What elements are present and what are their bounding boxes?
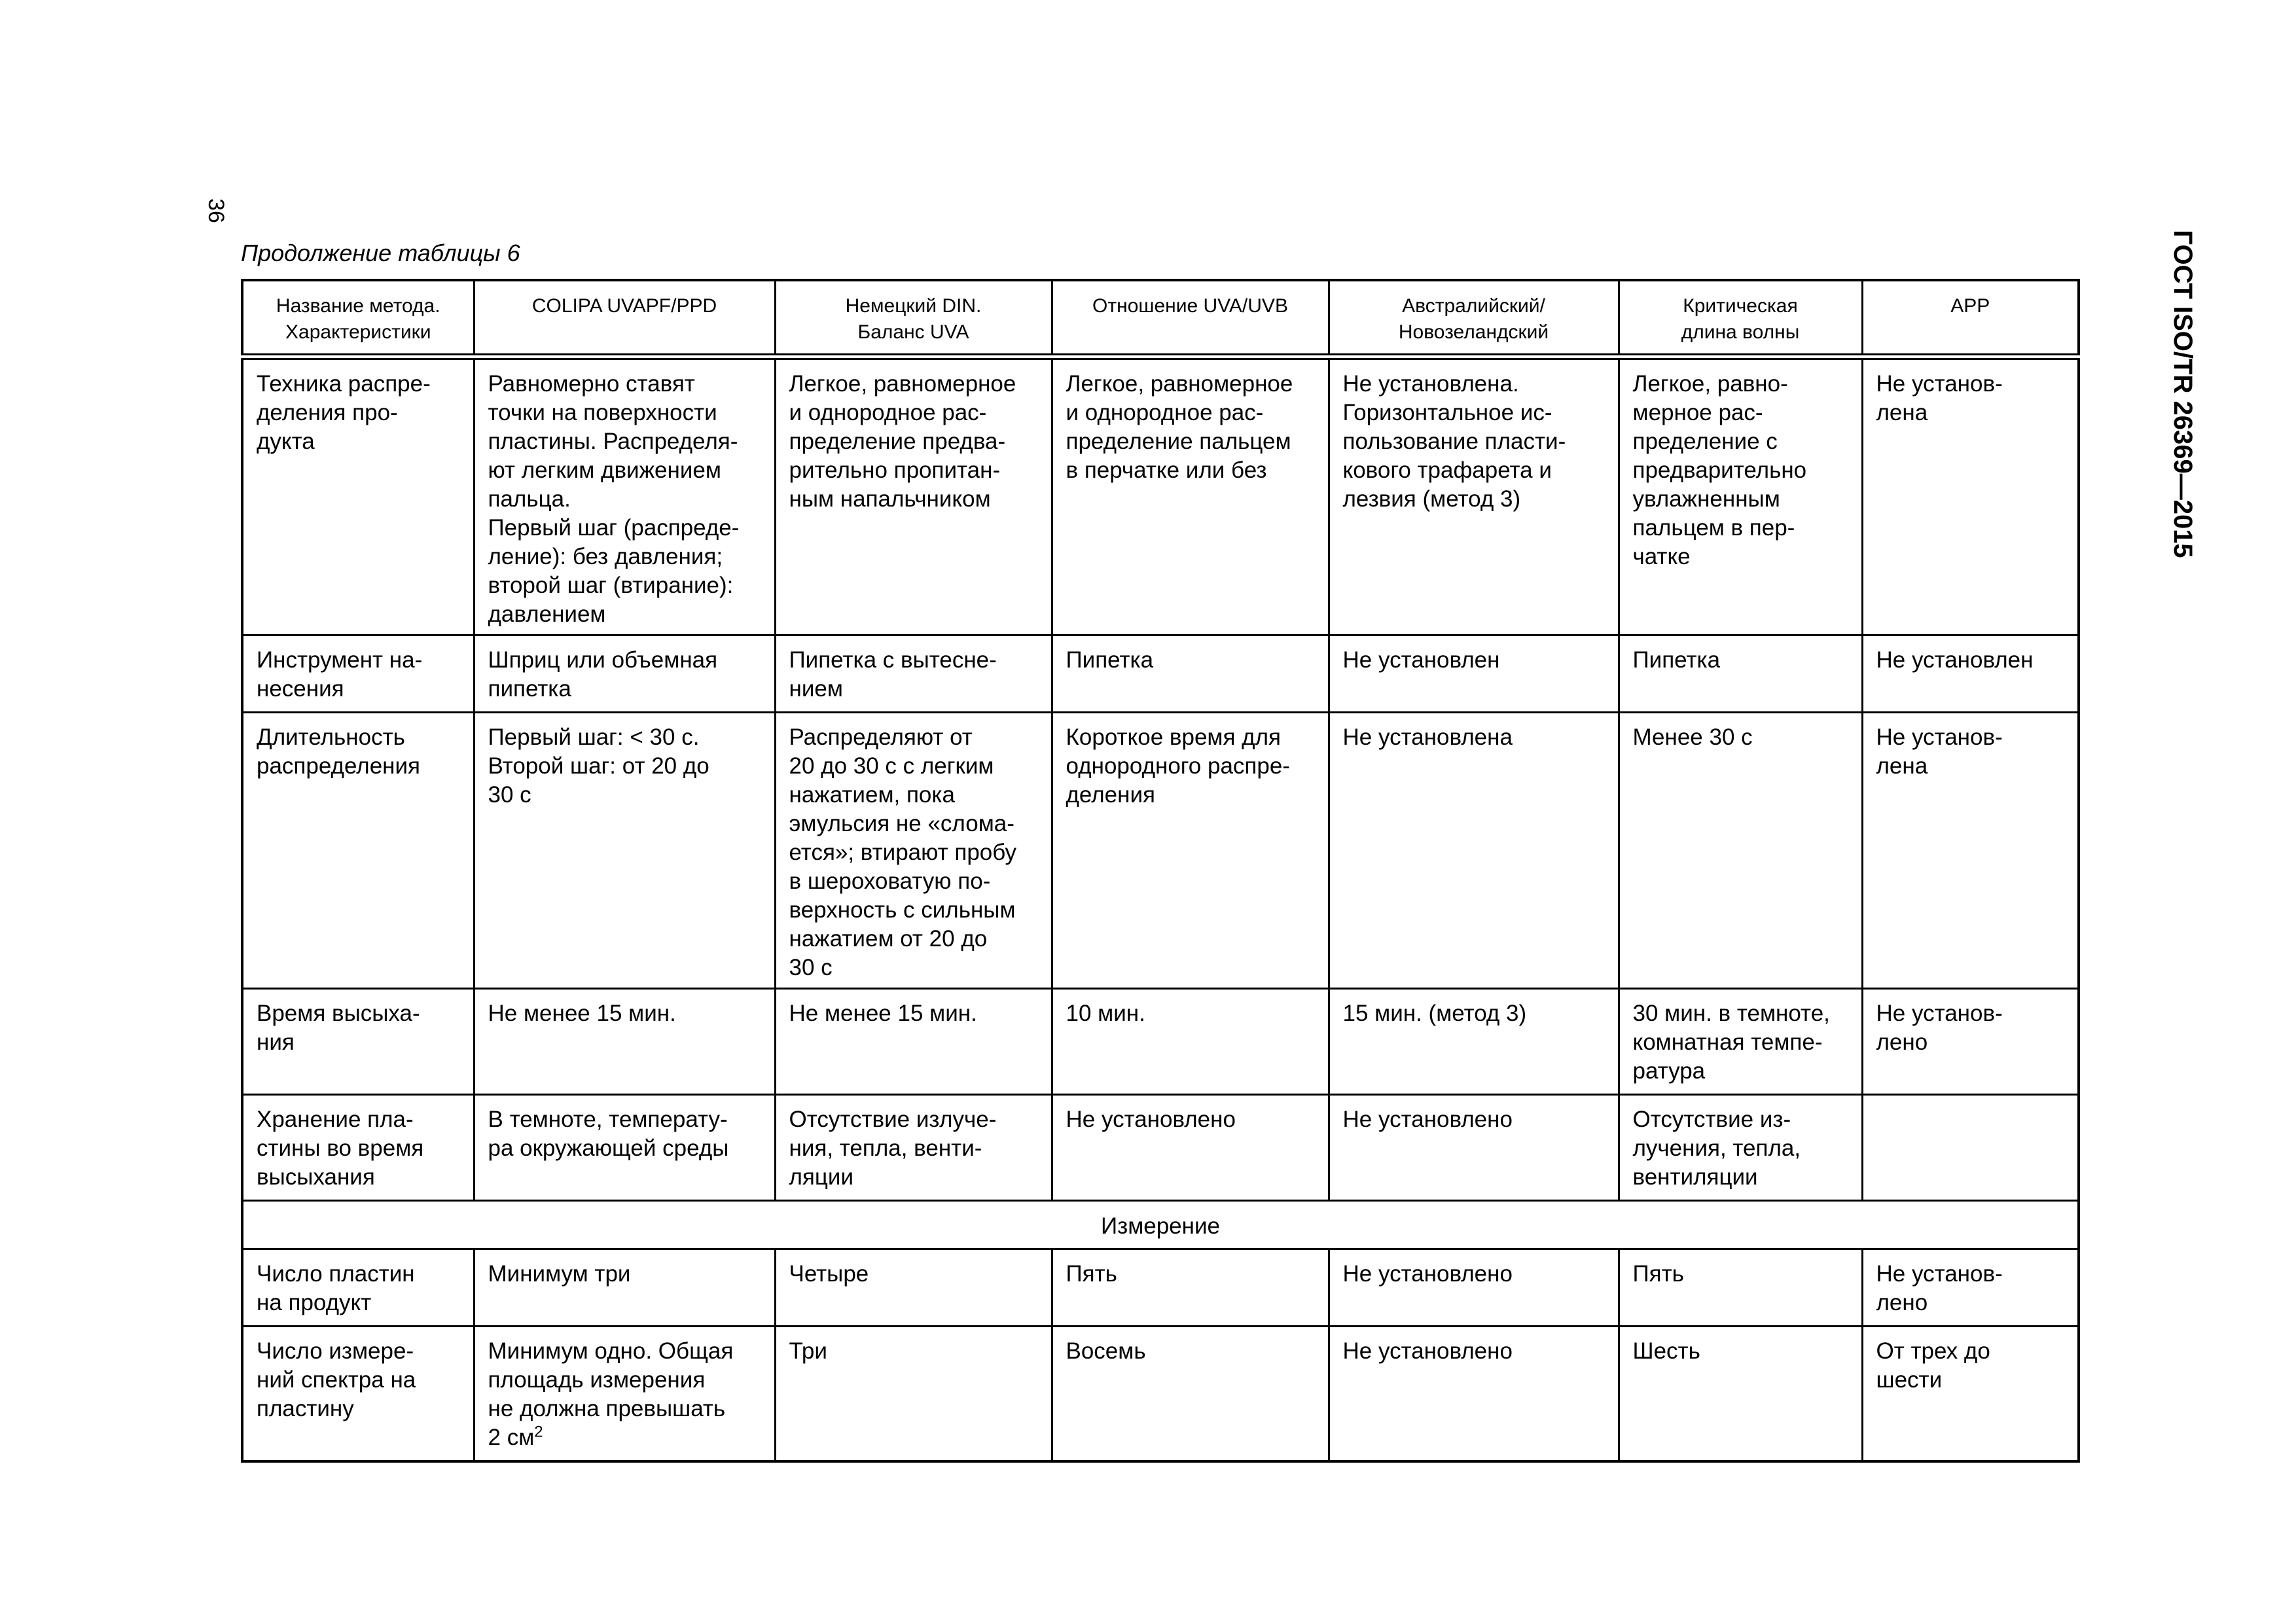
table-cell: Не установ- лена <box>1862 713 2079 989</box>
header-australian: Австралийский/ Новозеландский <box>1329 280 1619 357</box>
table-cell: Не установлен <box>1862 635 2079 713</box>
table-cell: Не установлена <box>1329 713 1619 989</box>
table-cell: Пипетка с вытесне- нием <box>775 635 1052 713</box>
table-row <box>242 1327 2079 1461</box>
page-number: 36 <box>204 198 229 223</box>
table-cell: Не установлено <box>1329 1095 1619 1201</box>
table-row <box>242 635 2079 713</box>
header-din: Немецкий DIN. Баланс UVA <box>775 280 1052 357</box>
row-label: Длительность распределения <box>242 713 474 989</box>
header-critical-wavelength: Критическая длина волны <box>1619 280 1862 357</box>
table-cell: Не установлена. Горизонтальное ис- пользование пласти- кового трафарета и лезвия (метод 3) <box>1329 357 1619 635</box>
table-cell: Не установлен <box>1329 635 1619 713</box>
table-row <box>242 1249 2079 1327</box>
table-cell: Не менее 15 мин. <box>474 989 775 1095</box>
table-cell: Три <box>775 1327 1052 1461</box>
table-cell <box>474 1327 775 1461</box>
header-app: APP <box>1862 280 2079 357</box>
table-cell: Шприц или объемная пипетка <box>474 635 775 713</box>
table-row <box>242 1095 2079 1201</box>
row-label: Время высыха- ния <box>242 989 474 1095</box>
table-cell: Легкое, равномерное и однородное рас- пределение предва- рительно пропитан- ным напальчником <box>775 357 1052 635</box>
table-row <box>242 989 2079 1095</box>
table-cell: Менее 30 с <box>1619 713 1862 989</box>
table-cell: Короткое время для однородного распре- деления <box>1052 713 1329 989</box>
table-cell: Пипетка <box>1052 635 1329 713</box>
table-cell: В темноте, температу- ра окружающей среды <box>474 1095 775 1201</box>
table-cell: Пять <box>1619 1249 1862 1327</box>
header-method-name: Название метода. Характеристики <box>242 280 474 357</box>
superscript: 2 <box>534 1423 543 1441</box>
table-cell: Не установ- лена <box>1862 357 2079 635</box>
table-cell: От трех до шести <box>1862 1327 2079 1461</box>
table-cell <box>1862 1095 2079 1201</box>
table-cell: 10 мин. <box>1052 989 1329 1095</box>
table-row <box>242 357 2079 635</box>
table-cell: Восемь <box>1052 1327 1329 1461</box>
table-cell: 30 мин. в темноте, комнатная темпе- ратура <box>1619 989 1862 1095</box>
table-cell: Не установлено <box>1329 1249 1619 1327</box>
table-cell: Распределяют от 20 до 30 с с легким нажатием, пока эмульсия не «слома- ется»; втирают пробу в шероховатую по- верхность с сильным нажатием от 20 до 30 с <box>775 713 1052 989</box>
header-row <box>242 280 2079 357</box>
cell-text: Минимум одно. Общая площадь измерения не должна превышать 2 см <box>488 1338 734 1450</box>
table-cell: Легкое, равномерное и однородное рас- пределение пальцем в перчатке или без <box>1052 357 1329 635</box>
row-label: Техника распре- деления про- дукта <box>242 357 474 635</box>
document-code: ГОСТ ISO/TR 26369—2015 <box>2168 230 2198 558</box>
section-row <box>242 1201 2079 1249</box>
characteristics-table <box>241 279 2080 1463</box>
table-cell: Не установлено <box>1329 1327 1619 1461</box>
row-label: Число пластин на продукт <box>242 1249 474 1327</box>
table-caption: Продолжение таблицы 6 <box>241 240 520 266</box>
table-cell: Четыре <box>775 1249 1052 1327</box>
table-cell: Отсутствие излуче- ния, тепла, венти- ляции <box>775 1095 1052 1201</box>
header-uva-uvb-ratio: Отношение UVA/UVB <box>1052 280 1329 357</box>
table-cell: Не установлено <box>1052 1095 1329 1201</box>
table-cell: Шесть <box>1619 1327 1862 1461</box>
table-cell: Не менее 15 мин. <box>775 989 1052 1095</box>
table-cell: Не установ- лено <box>1862 989 2079 1095</box>
header-colipa: COLIPA UVAPF/PPD <box>474 280 775 357</box>
table-row <box>242 713 2079 989</box>
table-cell: Легкое, равно- мерное рас- пределение с предварительно увлажненным пальцем в пер- чатке <box>1619 357 1862 635</box>
table-cell: Минимум три <box>474 1249 775 1327</box>
table-cell: Пипетка <box>1619 635 1862 713</box>
table-cell: Первый шаг: < 30 с. Второй шаг: от 20 до 30 с <box>474 713 775 989</box>
section-title: Измерение <box>242 1201 2079 1249</box>
table-cell: Отсутствие из- лучения, тепла, вентиляции <box>1619 1095 1862 1201</box>
table-cell: Пять <box>1052 1249 1329 1327</box>
table-cell: Равномерно ставят точки на поверхности пластины. Распределя- ют легким движением пальца. Первый шаг (распреде- ление): без давления; второй шаг (втирание): давлением <box>474 357 775 635</box>
table-cell: 15 мин. (метод 3) <box>1329 989 1619 1095</box>
row-label: Число измере- ний спектра на пластину <box>242 1327 474 1461</box>
row-label: Хранение пла- стины во время высыхания <box>242 1095 474 1201</box>
table-cell: Не установ- лено <box>1862 1249 2079 1327</box>
row-label: Инструмент на- несения <box>242 635 474 713</box>
